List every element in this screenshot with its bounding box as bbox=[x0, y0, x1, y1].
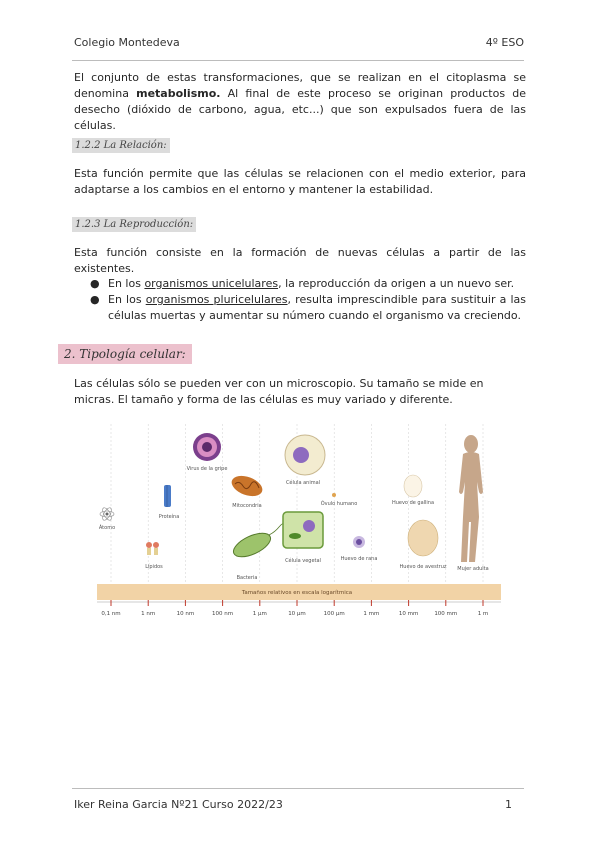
footer-author: Iker Reina Garcia Nº21 Curso 2022/23 bbox=[74, 798, 283, 811]
virus-icon bbox=[193, 433, 221, 461]
reproduccion-bullet-list bbox=[90, 276, 526, 324]
proteina-label: Proteína bbox=[158, 514, 180, 520]
mitocondria-label: Mitocondria bbox=[232, 503, 262, 509]
virus-label: Virus de la gripe bbox=[186, 466, 228, 472]
footer-rule bbox=[72, 788, 524, 789]
atomo-label: Átomo bbox=[98, 525, 116, 531]
scale-tick-label: 10 nm bbox=[176, 611, 195, 617]
link-organismos-pluricelulares[interactable]: organismos pluricelulares bbox=[145, 293, 288, 306]
heading-tipologia: 2. Tipología celular: bbox=[58, 344, 192, 364]
intro-text-1: El conjunto de estas transformaciones, que se realizan en el citoplasma se denomina bbox=[74, 71, 526, 100]
huevo-avestruz-icon bbox=[408, 520, 438, 556]
cell-size-figure bbox=[97, 422, 501, 622]
scale-tick-label: 100 nm bbox=[212, 611, 234, 617]
mujer-label: Mujer adulta bbox=[457, 566, 489, 572]
huevo-rana-icon bbox=[353, 536, 365, 548]
intro-text-2: Al final de este proceso se originan productos de desecho (dióxido de carbono, agua, etc...) que son expulsados fuera de las células. bbox=[74, 87, 526, 132]
scale-tick-label: 10 µm bbox=[288, 611, 306, 617]
intro-paragraph bbox=[74, 70, 526, 134]
proteina-icon bbox=[164, 485, 171, 507]
tipologia-paragraph: Las células sólo se pueden ver con un microscopio. Su tamaño se mide en micras. El tamaño y forma de las células es muy variado y diferente. bbox=[74, 377, 484, 406]
scale-tick-label: 1 m bbox=[477, 611, 489, 617]
reproduccion-paragraph: Esta función consiste en la formación de nuevas células a partir de las existentes. bbox=[74, 246, 526, 275]
header-school: Colegio Montedeva bbox=[74, 36, 180, 49]
link-organismos-unicelulares[interactable]: organismos unicelulares bbox=[144, 277, 279, 290]
bullet-unicelulares bbox=[90, 276, 526, 292]
huevo-gallina-label: Huevo de gallina bbox=[391, 500, 435, 506]
metabolismo-term: metabolismo. bbox=[136, 87, 221, 100]
celula-animal-label: Célula animal bbox=[285, 480, 321, 486]
scale-tick-label: 1 mm bbox=[363, 611, 380, 617]
bullet-suffix: , resulta imprescindible para sustituir a las células muertas y aumentar su número cuando el organismo va creciendo. bbox=[108, 293, 526, 322]
ovulo-label: Óvulo humano bbox=[320, 501, 358, 507]
scale-tick-label: 100 µm bbox=[323, 611, 345, 617]
scale-tick-label: 1 nm bbox=[141, 611, 156, 617]
huevo-avestruz-label: Huevo de avestruz bbox=[399, 564, 447, 570]
scale-tick-label: 10 mm bbox=[398, 611, 419, 617]
celula-vegetal-label: Célula vegetal bbox=[285, 558, 321, 564]
heading-relacion: 1.2.2 La Relación: bbox=[72, 138, 170, 153]
bullet-prefix: En los bbox=[108, 293, 146, 306]
relacion-paragraph: Esta función permite que las células se relacionen con el medio exterior, para adaptarse a los cambios en el entorno y mantener la estabilidad. bbox=[74, 167, 526, 196]
scale-tick-label: 0,1 nm bbox=[101, 611, 121, 617]
bullet-icon: ● bbox=[90, 293, 100, 306]
scale-title: Tamaños relativos en escala logarítmica bbox=[241, 590, 353, 596]
celula-vegetal-icon bbox=[283, 512, 323, 548]
scale-tick-label: 1 µm bbox=[252, 611, 267, 617]
huevo-gallina-icon bbox=[404, 475, 422, 497]
bullet-pluricelulares bbox=[90, 292, 526, 324]
bullet-icon: ● bbox=[90, 277, 100, 290]
page-number: 1 bbox=[505, 798, 512, 811]
header-rule bbox=[72, 60, 524, 61]
heading-reproduccion: 1.2.3 La Reproducción: bbox=[72, 217, 196, 232]
scale-tick-label: 100 mm bbox=[434, 611, 458, 617]
lipidos-label: Lípidos bbox=[145, 564, 163, 570]
bacteria-label: Bacteria bbox=[236, 575, 258, 581]
header-grade: 4º ESO bbox=[485, 36, 524, 49]
ovulo-icon bbox=[332, 493, 336, 497]
huevo-rana-label: Huevo de rana bbox=[340, 556, 378, 562]
bullet-suffix: , la reproducción da origen a un nuevo ser. bbox=[278, 277, 515, 290]
bullet-prefix: En los bbox=[108, 277, 145, 290]
celula-animal-icon bbox=[285, 435, 325, 475]
